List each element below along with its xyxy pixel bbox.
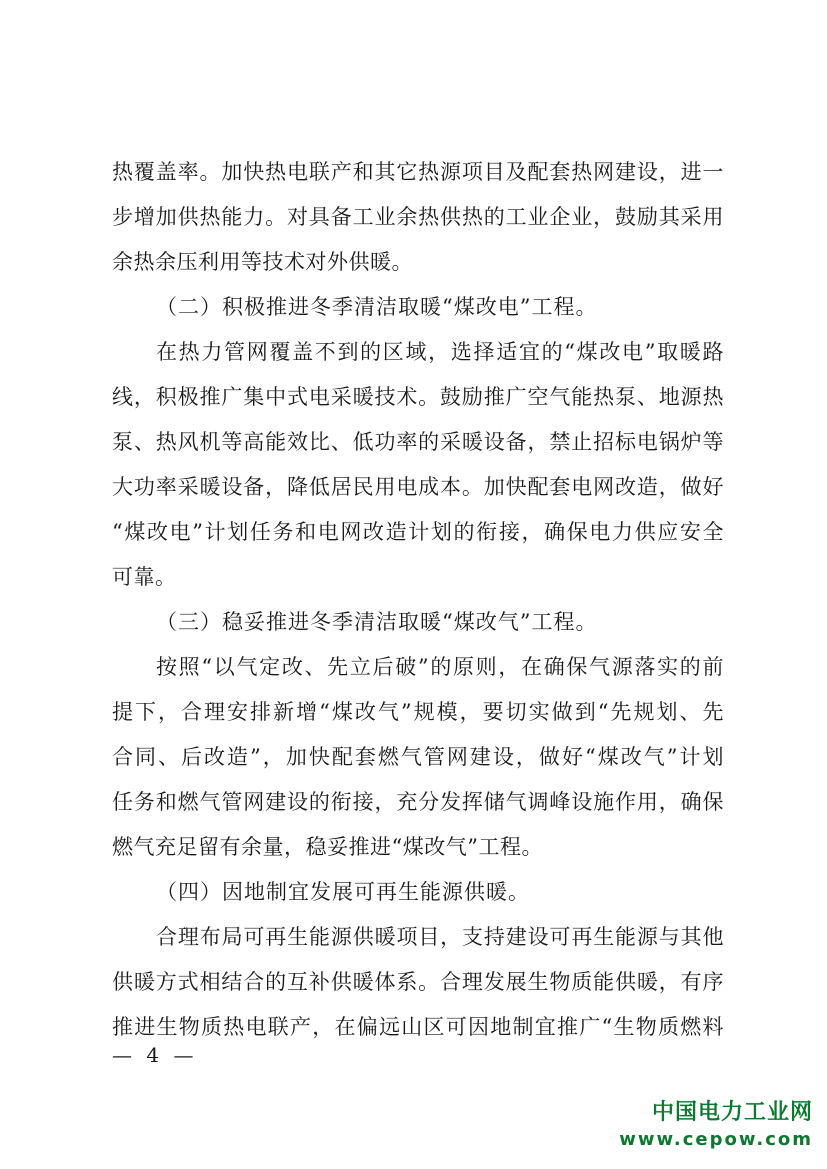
section-heading-4: （四）因地制宜发展可再生能源供暖。 (156, 880, 530, 904)
paragraph-2-line-1: 在热力管网覆盖不到的区域，选择适宜的“煤改电”取暖路 (156, 340, 724, 364)
page-number: — 4 — (112, 1043, 198, 1067)
paragraph-1-line-3: 余热余压利用等技术对外供暖。 (112, 250, 413, 274)
paragraph-2-line-5: “煤改电”计划任务和电网改造计划的衔接，确保电力供应安全 (112, 520, 724, 544)
site-watermark (613, 1098, 813, 1152)
watermark-title: 中国电力工业网 (651, 1100, 813, 1125)
watermark-url: www.cepow.com (619, 1129, 813, 1150)
section-heading-2: （二）积极推进冬季清洁取暖“煤改电”工程。 (156, 295, 598, 319)
paragraph-3-line-4: 任务和燃气管网建设的衔接，充分发挥储气调峰设施作用，确保 (112, 790, 724, 814)
paragraph-1-line-2: 步增加供热能力。对具备工业余热供热的工业企业，鼓励其采用 (112, 205, 724, 229)
paragraph-3-line-1: 按照“以气定改、先立后破”的原则，在确保气源落实的前 (156, 655, 724, 679)
paragraph-3-line-3: 合同、后改造”，加快配套燃气管网建设，做好“煤改气”计划 (112, 745, 724, 769)
paragraph-4-line-3: 推进生物质热电联产，在偏远山区可因地制宜推广“生物质燃料 (112, 1015, 724, 1039)
paragraph-3-line-5: 燃气充足留有余量，稳妥推进“煤改气”工程。 (112, 835, 543, 859)
paragraph-1-line-1: 热覆盖率。加快热电联产和其它热源项目及配套热网建设，进一 (112, 160, 724, 184)
paragraph-2-line-3: 泵、热风机等高能效比、低功率的采暖设备，禁止招标电锅炉等 (112, 430, 724, 454)
paragraph-2-line-6: 可靠。 (112, 565, 177, 589)
paragraph-2-line-4: 大功率采暖设备，降低居民用电成本。加快配套电网改造，做好 (112, 475, 724, 499)
paragraph-3-line-2: 提下，合理安排新增“煤改气”规模，要切实做到“先规划、先 (112, 700, 724, 724)
paragraph-2-line-2: 线，积极推广集中式电采暖技术。鼓励推广空气能热泵、地源热 (112, 385, 724, 409)
section-heading-3: （三）稳妥推进冬季清洁取暖“煤改气”工程。 (156, 610, 598, 634)
paragraph-4-line-1: 合理布局可再生能源供暖项目，支持建设可再生能源与其他 (156, 925, 724, 949)
paragraph-4-line-2: 供暖方式相结合的互补供暖体系。合理发展生物质能供暖，有序 (112, 970, 724, 994)
